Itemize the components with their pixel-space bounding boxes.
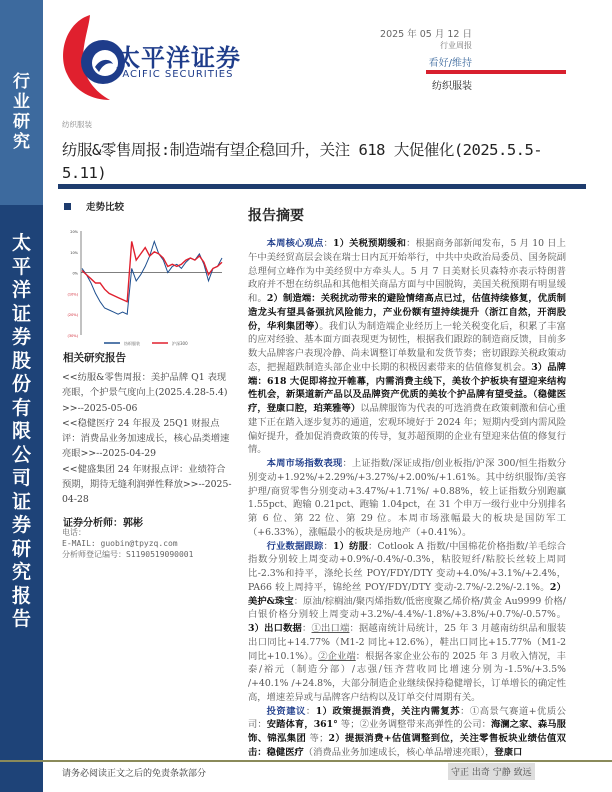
summary-body (248, 237, 566, 760)
title-divider (58, 184, 586, 189)
text-segment: ： (305, 705, 316, 717)
legend-label: 沪深300 (172, 341, 188, 346)
disclaimer-note: 请务必阅读正文之后的免责条款部分 (62, 769, 207, 779)
text-segment: ：①高景气赛道+优质公司： (248, 705, 566, 731)
brand-name-en: PACIFIC SECURITIES (116, 69, 234, 80)
text-segment: ：Cotlook A 指数/中国棉花价格指数/羊毛综合指数分别较上周变动+0.9%/-0.4%/-0.3%，粘胶短纤/粘胶长丝较上周同比-2.3%和持平，涤纶长丝 POY/FDY/DTY 变动+4.0%/+3.1%/+2.4%，PA66 较上周持平，锦纶丝 POY/FDY/DTY 变动-2.7%/-2.2%/-2.1%。 (248, 540, 566, 593)
emphasis-segment: 2）制造端：关税扰动带来的避险情绪高点已过，估值持续修复，优质制造龙头有望具备强抗风险能力，产业份额有望持续提升（浙江自然，开润股份，华利集团等） (248, 293, 566, 332)
brand-name-cn: 太平洋证券 (116, 44, 241, 72)
analyst-email[interactable]: E-MAIL: guobin@tpyzq.com (62, 539, 178, 548)
summary-paragraph (248, 705, 566, 760)
emphasis-segment: 2）美护&珠宝 (248, 581, 566, 607)
emphasis-segment: 1）纺服 (332, 540, 369, 552)
analyst-phone: 电话： (62, 528, 86, 537)
report-date: 2025 年 05 月 12 日 (380, 29, 472, 40)
sidebar-label-industry-research: 行业研究 (13, 72, 30, 152)
text-segment: ：原油/棕榈油/聚丙烯指数/低密度聚乙烯价格/黄金 Au9999 价格/白银价格分别较上周变动+3.2%/-4.4%/-1.8%/+3.8%/+0.7%/-0.57%。 (248, 595, 566, 621)
sidebar-label-company: 太平洋证券股份有限公司证券研究报告 (12, 232, 32, 630)
text-segment: 。我们认为制造端企业经历上一轮关税变化后，积累了丰富的应对经验、基本面方面表现更为韧性，根据我们跟踪的制造商反馈，目前多数大品牌客户表现冷静、尚未调整订单数量和发货节奏；密切跟踪关税政策动态，把握超跌制造头部企业中长期的积极因素带来的估值修复机会。 (248, 320, 566, 373)
series-line-csi300 (82, 241, 222, 301)
trend-chart (62, 225, 232, 350)
emphasis-segment: 本周市场指数表现 (266, 458, 343, 469)
related-report-link[interactable]: <<纺服&零售周报：美护品牌 Q1 表现亮眼，个护景气度向上(2025.4.28-5.4)>>--2025-05-06 (62, 372, 228, 414)
industry-label: 纺织服装 (432, 81, 472, 92)
related-report-link[interactable]: <<健盛集团 24 年财报点评：业绩符合预期，期待无缝利润弹性释放>>--2025-04-28 (62, 463, 232, 506)
y-tick-label: (20%) (67, 313, 78, 318)
text-segment: ：据越南统计局统计，25 年 3 月越南纺织品和服装出口同比+14.77%（M1-2 同比+12.6%），鞋出口同比+15.77%（M1-2 同比+10.1%）。 (248, 623, 566, 662)
y-tick-label: (10%) (67, 292, 78, 297)
category-label: 纺织服装 (62, 120, 92, 129)
trend-heading: 走势比较 (86, 202, 125, 213)
analyst-license: 分析师登记编号：S1190519090001 (62, 550, 194, 559)
related-report-link[interactable]: <<稳健医疗 24 年报及 25Q1 财报点评：消费品业务加速成长，核心品类增速亮眼>>--2025-04-29 (62, 417, 230, 460)
header-divider (426, 70, 566, 74)
y-tick-label: (30%) (67, 334, 78, 338)
related-heading: 相关研究报告 (63, 352, 126, 364)
y-tick-label: 20% (70, 230, 78, 234)
summary-paragraph (248, 457, 566, 540)
y-tick-label: 10% (70, 250, 78, 255)
text-segment: 等；②业务调整带来高弹性的公司： (337, 719, 491, 731)
analyst-heading: 证券分析师：郭彬 (63, 518, 143, 529)
emphasis-segment: 行业数据跟踪 (266, 540, 324, 552)
text-segment: 等； (306, 733, 329, 744)
emphasis-segment: 投资建议 (266, 705, 306, 717)
rating: 看好/维持 (428, 58, 472, 69)
report-type: 行业周报 (440, 41, 472, 50)
series-line-textile (82, 241, 222, 314)
emphasis-segment: ①出口端 (311, 623, 350, 634)
emphasis-segment: 1）政策提振消费，关注内需复苏 (315, 705, 461, 717)
emphasis-segment: ②企业端 (318, 650, 356, 662)
summary-heading: 报告摘要 (248, 208, 304, 224)
text-segment: ：上证指数/深证成指/创业板指/沪深 300/恒生指数分别变动+1.92%/+2.29%/+3.27%/+2.00%/+1.61%。其中纺织服饰/美容护理/商贸零售分别变动+3.47%/+1.71%/ +0.88%，较上证指数分别跑赢 1.55pct、跑输 0.21pct、跑输 1.04pct，在 31 个申万一级行业中分别排名第 6 位、第 22 位、第 29 位。本周市场涨幅最大的板块是国防军工（+6.33%），涨幅最小的板块是房地产（+0.41%）。 (248, 458, 566, 538)
legend-label: 纺织服装 (124, 341, 140, 346)
emphasis-segment: 登康口 (494, 746, 523, 758)
emphasis-segment: 安踏体育，361° (266, 719, 338, 731)
text-segment: ： (323, 540, 333, 552)
text-segment: ： (323, 238, 334, 249)
summary-paragraph (248, 540, 566, 705)
company-motto: 守正 出奇 宁静 致远 (448, 763, 535, 780)
report-title: 纺服&零售周报:制造端有望企稳回升，关注 618 大促催化(2025.5.5-5.11) (62, 141, 543, 182)
summary-paragraph (248, 237, 566, 457)
emphasis-segment: 3）出口数据 (248, 623, 303, 634)
footer-divider (0, 760, 612, 762)
text-segment: 以品牌服饰为代表的可选消费在政策刺激和信心重建下正在踏入逐步复苏的通道，宏观环境好于 2024 年；短期内受到内需风险偏好提升，叠加促消费政策的传导，复苏超预期的企业有望迎来估值的修复行情。 (248, 403, 566, 456)
y-tick-label: 0% (72, 271, 78, 276)
emphasis-segment: 本周核心观点 (266, 238, 324, 249)
section-bullet-icon (64, 203, 71, 210)
emphasis-segment: 1）关税预期缓和 (333, 238, 407, 249)
emphasis-segment: 海澜之家、森马服饰、锦泓集团 (248, 719, 566, 744)
emphasis-segment: 2）提振消费+估值调整到位，关注零售板块业绩估值双击：稳健医疗 (248, 733, 566, 758)
text-segment: ：根据各家企业公布的 2025 年 3 月收入情况，丰泰/裕元（制造分部）/志强/钰齐营收同比增速分别为-1.5%/+3.5% /+40.1% /+24.8%，大部分制造企业继续保持稳健增长，订单增长的确定性高，增速差异或与品牌客户结构以及订单交付周期有关。 (248, 650, 566, 703)
related-reports-list (62, 370, 232, 508)
text-segment: （消费品业务加速成长，核心单品增速亮眼）， (303, 746, 495, 758)
emphasis-segment: 3）品牌端：618 大促即将拉开帷幕，内需消费主线下，美妆个护板块有望迎来结构性机会，新渠道新产品以及品牌资产优质的美妆个护品牌有望受益。（稳健医疗，登康口腔，珀莱雅等） (248, 361, 566, 414)
text-segment: ：根据商务部新闻发布，5 月 10 日上午中美经贸高层会谈在瑞士日内瓦开始举行，中共中央政治局委员、国务院副总理何立峰作为中美经贸中方牵头人。5 月 7 日美财长贝森特亦表示特朗普政府并不想在纺织品和其他相关商品方面与中国脱钩，美国关税预期有明显缓和。 (248, 238, 566, 304)
text-segment: ： (302, 623, 312, 634)
